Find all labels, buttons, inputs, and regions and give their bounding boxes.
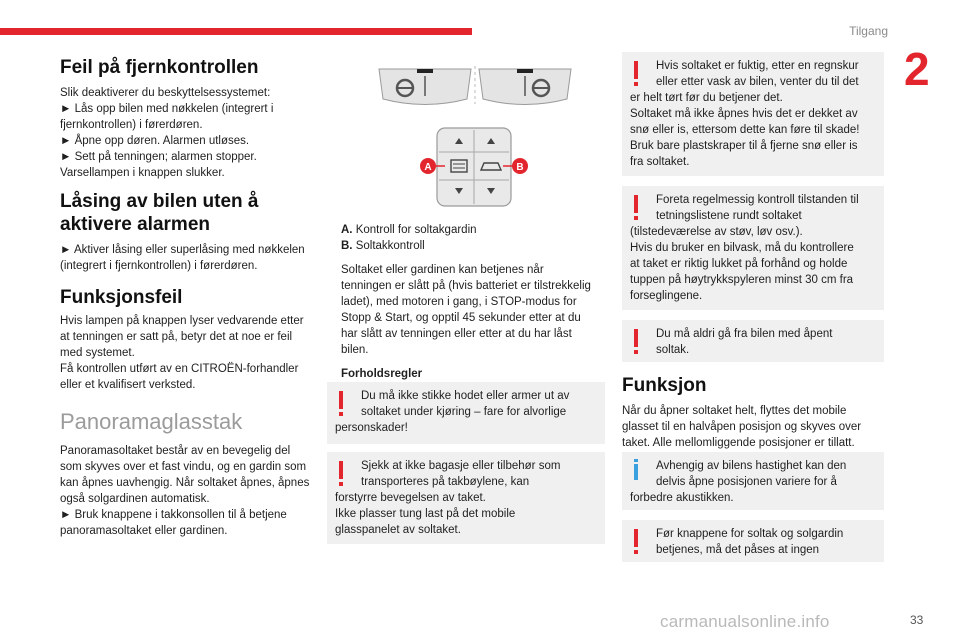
chapter-number: 2 <box>904 43 930 95</box>
heading-remote-fault: Feil på fjernkontrollen <box>60 57 259 78</box>
text-line: Når du åpner soltaket helt, flyttes det mobile <box>622 405 847 417</box>
heading-function: Funksjon <box>622 375 707 396</box>
text-line: taket. Alle mellomliggende posisjoner er tillatt. <box>622 437 855 449</box>
text-line: ► Åpne opp døren. Alarmen utløses. <box>60 135 250 147</box>
text-line: (integrert i fjernkontrollen) i førerdøren. <box>60 260 258 272</box>
watermark: carmanualsonline.info <box>660 612 830 631</box>
text-line: Panoramasoltaket består av en bevegelig del <box>60 445 291 457</box>
text-line: ladet), med motoren i gang, i STOP-modus for <box>341 296 577 308</box>
warning-icon <box>339 391 343 409</box>
heading-panoramic-roof: Panoramaglasstak <box>60 409 243 434</box>
warning-box-head: Du må ikke stikke hodet eller armer ut av soltaket under kjøring – fare for alvorlige personskader! <box>327 382 605 444</box>
warning-icon <box>634 529 638 547</box>
legend-b: B. Soltakkontroll <box>341 240 425 252</box>
text-line: tenningen er slått på (hvis batteriet er tilstrekkelig <box>341 280 591 292</box>
text-line: glasset til en halvåpen posisjon og skyves over <box>622 421 862 433</box>
text-line: ► Lås opp bilen med nøkkelen (integrert i <box>60 103 274 115</box>
text-line: bilen. <box>341 344 369 356</box>
heading-precautions: Forholdsregler <box>341 368 423 380</box>
warning-icon <box>634 195 638 213</box>
info-box-acoustics: Avhengig av bilens hastighet kan den delvis åpne posisjonen variere for å forbedre akustikken. <box>622 452 884 510</box>
text-line: Varsellampen i knappen slukker. <box>60 167 225 179</box>
text-line: Hvis lampen på knappen lyser vedvarende etter <box>60 315 304 327</box>
label-a-text: A <box>424 162 432 173</box>
text-line: som skyves over et fast vindu, og en gardin som <box>60 461 307 473</box>
column-1 <box>60 52 326 539</box>
page-number: 33 <box>910 613 924 627</box>
info-icon <box>634 464 638 480</box>
warning-box-wet-roof: Hvis soltaket er fuktig, etter en regnskur eller etter vask av bilen, venter du til det er helt tørt før du betjener det. Soltaket må ikke åpnes hvis det er dekket av snø eller is, ettersom dette kan føre til skade! Bruk bare plastskraper til å fjerne snø eller is fra soltaket. <box>622 52 884 176</box>
text-line: at tenningen er satt på, betyr det at noe er feil <box>60 331 293 343</box>
text-line: eller et kvalifisert verksted. <box>60 379 196 391</box>
text-line: har slått av tenningen eller etter at du har låst <box>341 328 572 340</box>
top-accent-bar <box>0 28 472 35</box>
column-2 <box>335 52 607 536</box>
text-line: ► Bruk knappene i takkonsollen til å betjene <box>60 509 287 521</box>
text-line: med systemet. <box>60 347 135 359</box>
text-line: ► Aktiver låsing eller superlåsing med nøkkelen <box>60 244 305 256</box>
text-line: ► Sett på tenningen; alarmen stopper. <box>60 151 257 163</box>
warning-box-seals: Foreta regelmessig kontroll tilstanden til tetningslistene rundt soltaket (tilstedeværelse av støv, løv osv.). Hvis du bruker en bilvask, må du kontrollere at taket er riktig lukket på forhånd og holde tuppen på høytrykkspyleren minst 30 cm fra forseglingene. <box>622 186 884 310</box>
label-b-text: B <box>516 162 524 173</box>
roof-console-right <box>479 69 571 105</box>
roof-console-left <box>379 69 471 105</box>
control-panel <box>437 128 511 206</box>
legend-a: A. Kontroll for soltakgardin <box>341 224 477 236</box>
warning-icon <box>634 329 638 347</box>
warning-icon <box>339 461 343 479</box>
warning-box-leave-open: Du må aldri gå fra bilen med åpent soltak. <box>622 320 884 362</box>
warning-icon <box>634 61 638 79</box>
section-title: Tilgang <box>849 24 888 38</box>
text-line: Slik deaktiverer du beskyttelsessystemet: <box>60 87 271 99</box>
text-line: Soltaket eller gardinen kan betjenes når <box>341 264 544 276</box>
text-line: fjernkontrollen) i førerdøren. <box>60 119 203 131</box>
sunroof-control-illustration <box>341 52 607 212</box>
text-line: kan åpnes uavhengig. Når soltaket åpnes, åpnes <box>60 477 310 489</box>
text-line: også solgardinen automatisk. <box>60 493 210 505</box>
heading-lock-no-alarm-2: aktivere alarmen <box>60 214 210 235</box>
warning-box-luggage: Sjekk at ikke bagasje eller tilbehør som transporteres på takbøylene, kan forstyrre bevegelsen av taket. Ikke plasser tung last på det mobile glasspanelet av soltaket. <box>327 452 605 544</box>
text-line: Få kontrollen utført av en CITROËN-forhandler <box>60 363 299 375</box>
heading-malfunction: Funksjonsfeil <box>60 287 183 308</box>
text-line: panoramasoltaket eller gardinen. <box>60 525 228 537</box>
text-line: Stopp & Start, og opptil 45 sekunder etter at du <box>341 312 581 324</box>
heading-lock-no-alarm: Låsing av bilen uten å <box>60 191 259 212</box>
warning-box-check-before: Før knappene for soltak og solgardin betjenes, må det påses at ingen <box>622 520 884 562</box>
